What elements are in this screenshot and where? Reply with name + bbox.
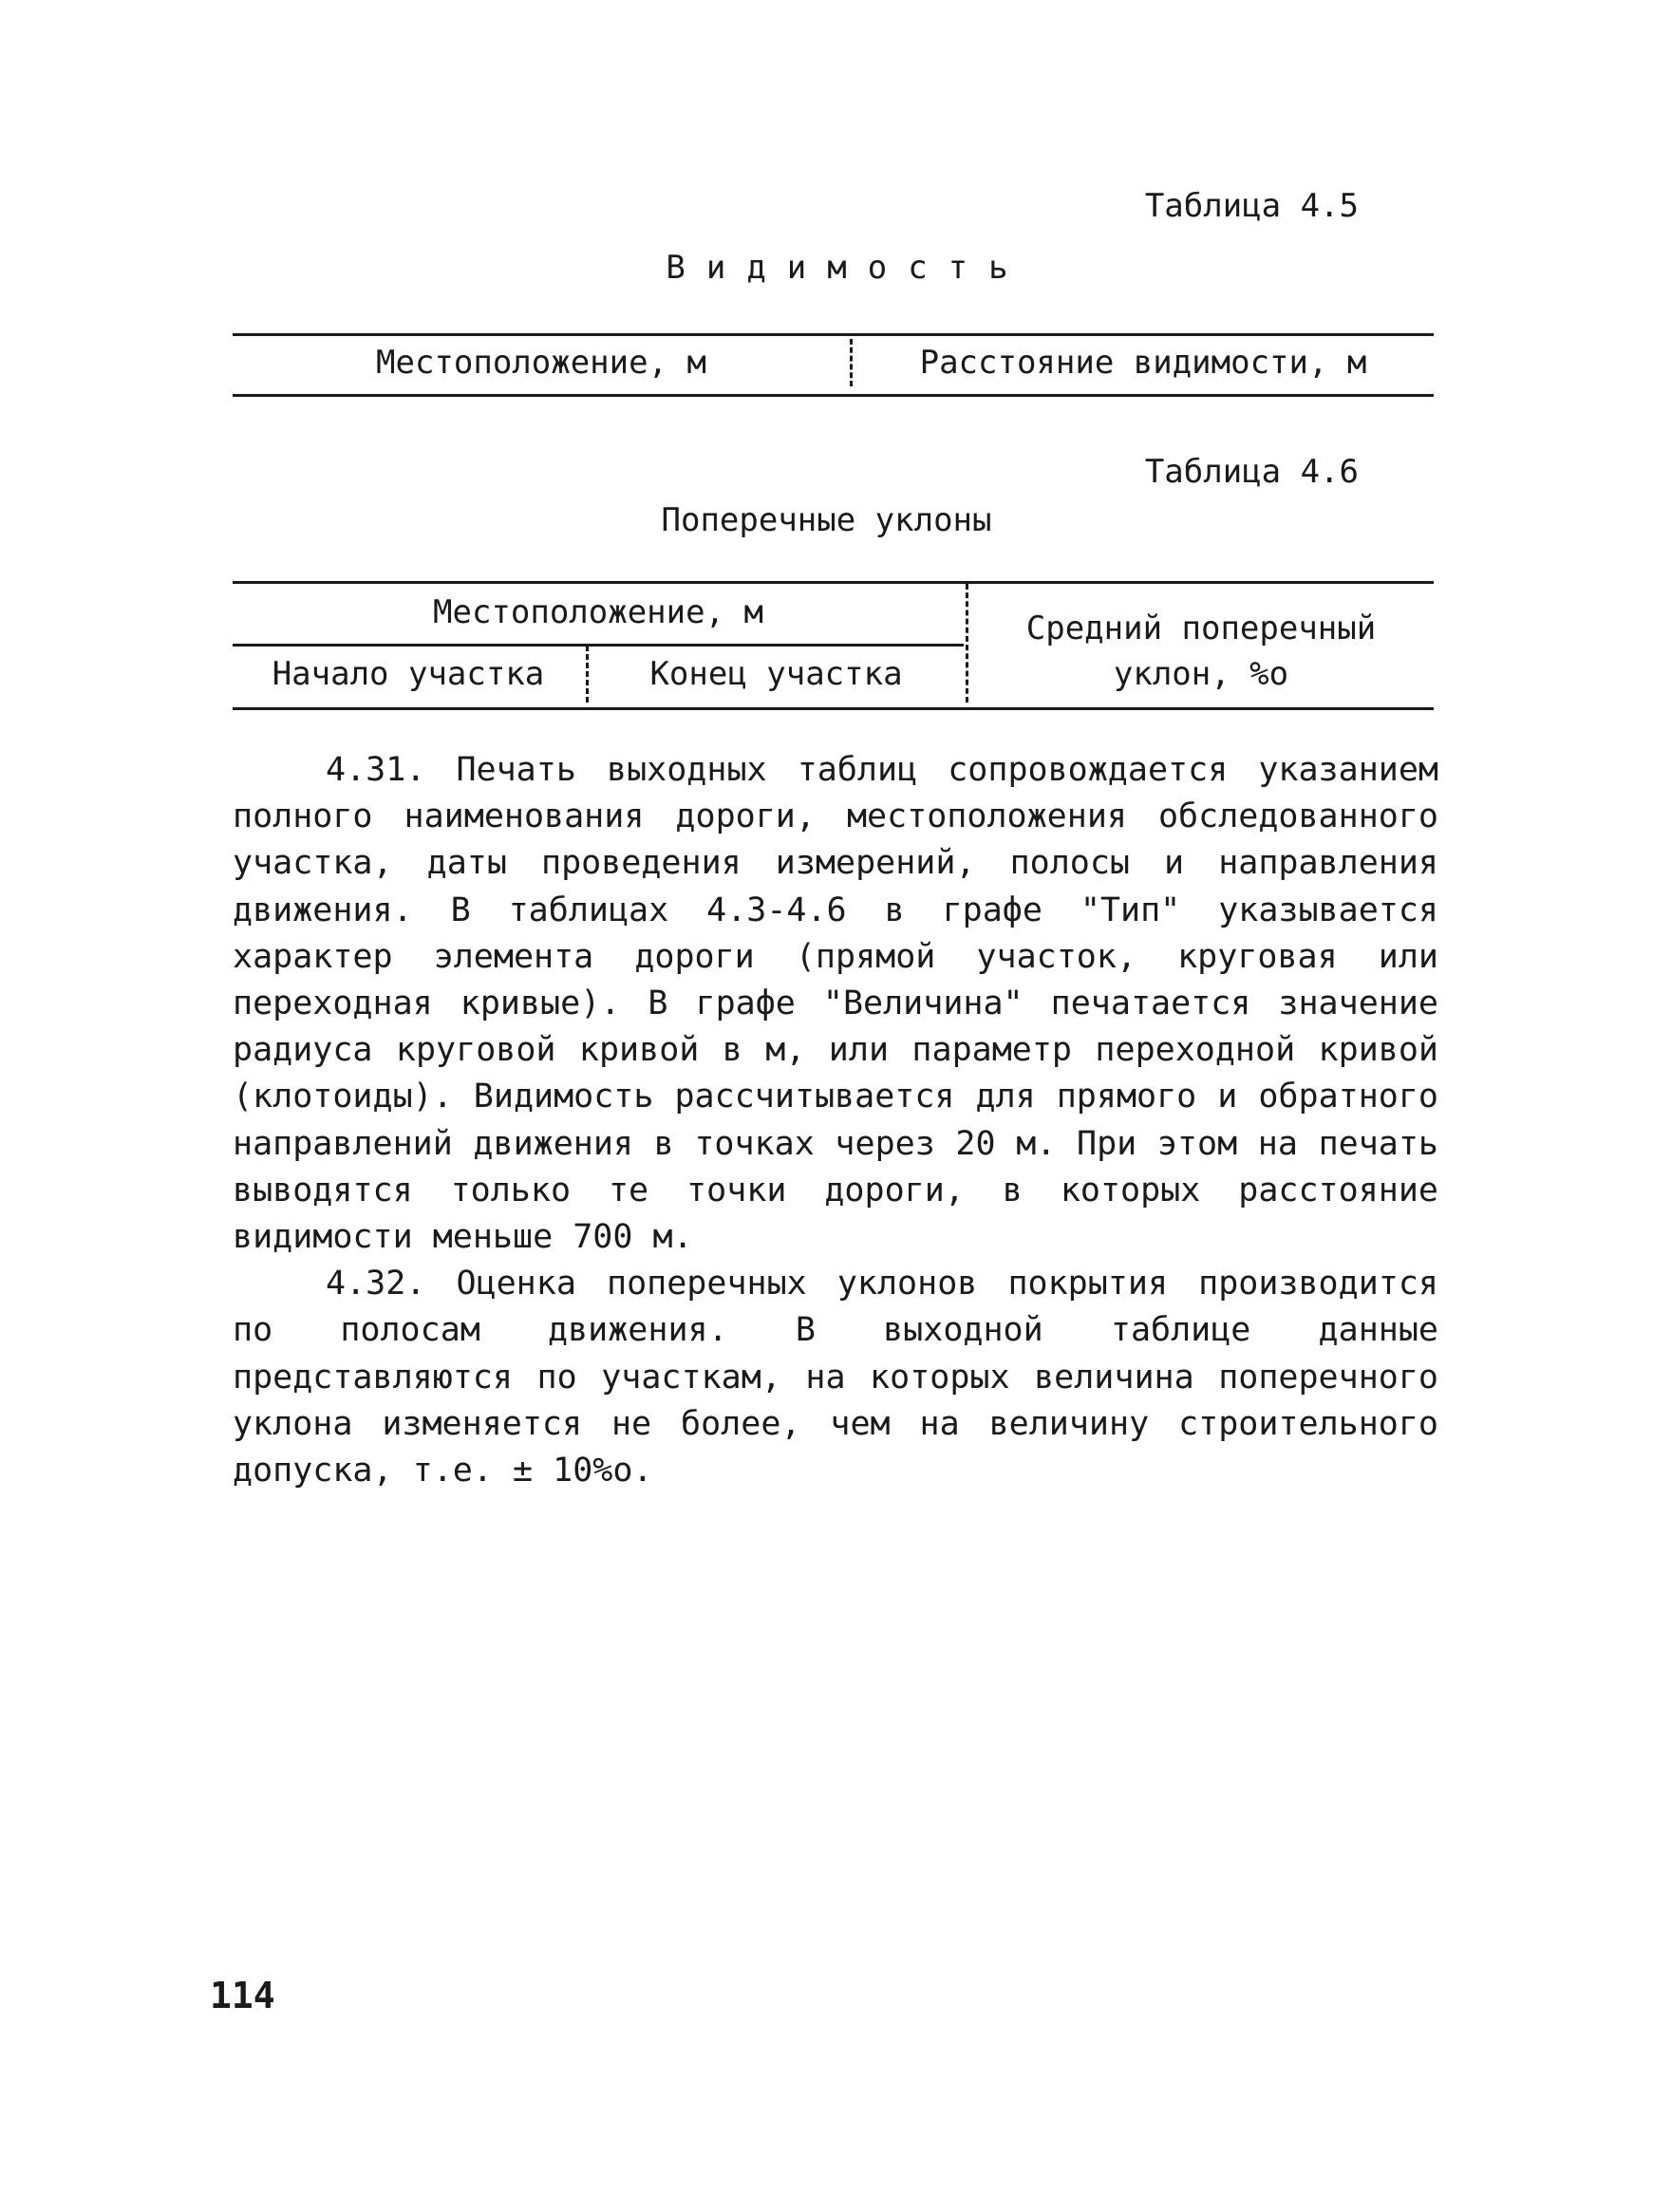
- table-4-6-top-rule: [233, 581, 1434, 584]
- table-4-5-bottom-rule: [233, 394, 1434, 397]
- table-4-5-title: Видимость: [666, 249, 1029, 287]
- table-4-5-label: Таблица 4.5: [1144, 187, 1359, 225]
- table-4-6-sub-rule: [233, 644, 964, 647]
- table-4-5-header-distance: Расстояние видимости, м: [919, 344, 1367, 382]
- paragraph-4-31: 4.31. Печать выходных таблиц сопровождается указанием полного наименования дороги, местоположения обследованного участка, даты проведения измерений, полосы и направления движения. В таблицах 4.3-4.6 в графе "Тип" указывается характер элемента дороги (прямой участок, круговая или переходная кривые). В графе "Величина" печатается значение радиуса круговой кривой в м, или параметр переходной кривой (клотоиды). Видимость рассчитывается для прямого и обратного направлений движения в точках через 20 м. При этом на печать выводятся только те точки дороги, в которых расстояние видимости меньше 700 м.: [233, 751, 1438, 1257]
- table-4-6-header-location: Местоположение, м: [433, 593, 763, 631]
- table-4-6-header-start: Начало участка: [272, 655, 545, 693]
- table-4-6-title: Поперечные уклоны: [661, 501, 992, 539]
- table-4-6-header-slope-line1: Средний поперечный: [1025, 609, 1377, 647]
- paragraph-4-32: 4.32. Оценка поперечных уклонов покрытия производится по полосам движения. В выходной таблице данные представляются по участкам, на которых величина поперечного уклона изменяется не более, чем на величину строительного допуска, т.е. ± 10%о.: [233, 1265, 1438, 1490]
- table-4-6-bottom-rule: [233, 707, 1434, 710]
- table-4-6-header-slope-line2: уклон, %о: [1113, 655, 1289, 693]
- table-4-5-top-rule: [233, 333, 1434, 336]
- table-4-5-header-location: Местоположение, м: [376, 344, 706, 382]
- body-text: [233, 747, 1438, 1494]
- table-4-6-label: Таблица 4.6: [1144, 453, 1359, 491]
- table-4-6-header-end: Конец участка: [649, 655, 903, 693]
- page-number: 114: [210, 1975, 275, 2016]
